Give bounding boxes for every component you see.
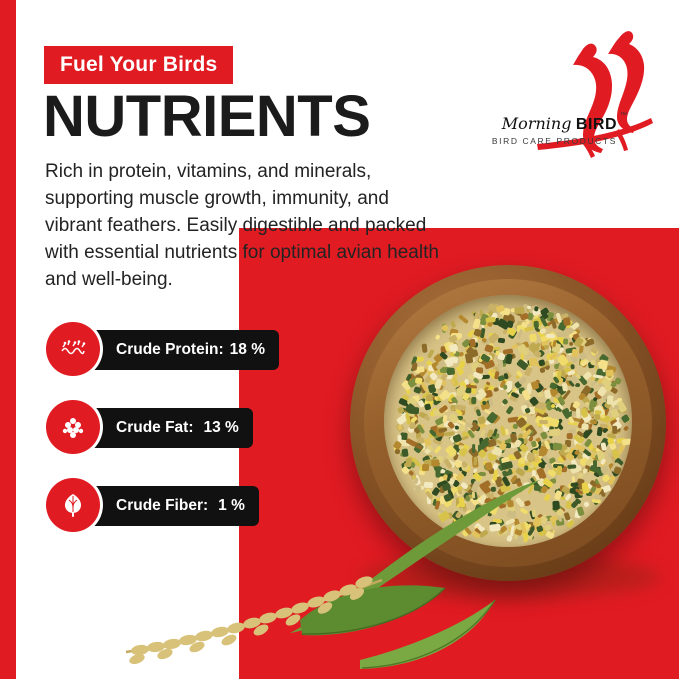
list-item xyxy=(46,322,316,378)
protein-molecule-icon xyxy=(46,322,100,376)
brand-logo xyxy=(473,26,653,166)
spec-value: 13 % xyxy=(203,419,239,436)
spec-label: Crude Fiber: xyxy=(116,497,209,514)
brand-name-part1: Morning xyxy=(501,114,572,133)
trademark-symbol: ™ xyxy=(620,112,627,119)
spec-pill xyxy=(74,486,259,526)
two-cardinals-icon xyxy=(523,26,653,176)
spec-pill xyxy=(74,330,279,370)
spec-value: 18 % xyxy=(229,341,265,358)
spec-label: Crude Protein: xyxy=(116,341,224,358)
spec-value: 1 % xyxy=(218,497,245,514)
spec-pill xyxy=(74,408,253,448)
description-text: Rich in protein, vitamins, and minerals, supporting muscle growth, immunity, and vibrant feathers. Easily digestible and packed with essential nutrients for optimal avian health and well-being. xyxy=(45,161,439,290)
eyebrow-banner: Fuel Your Birds xyxy=(44,46,233,84)
fiber-plant-icon xyxy=(46,478,100,532)
page-title: NUTRIENTS xyxy=(43,84,371,149)
brand-wordmark xyxy=(502,114,617,134)
left-accent-bar xyxy=(0,0,16,679)
list-item xyxy=(46,400,316,456)
wheat-stalk-icon xyxy=(112,568,402,679)
brand-tagline: BIRD CARE PRODUCTS xyxy=(491,136,617,146)
fat-droplet-cluster-icon xyxy=(46,400,100,454)
spec-label: Crude Fat: xyxy=(116,419,194,436)
brand-name-part2: BIRD xyxy=(575,116,617,133)
